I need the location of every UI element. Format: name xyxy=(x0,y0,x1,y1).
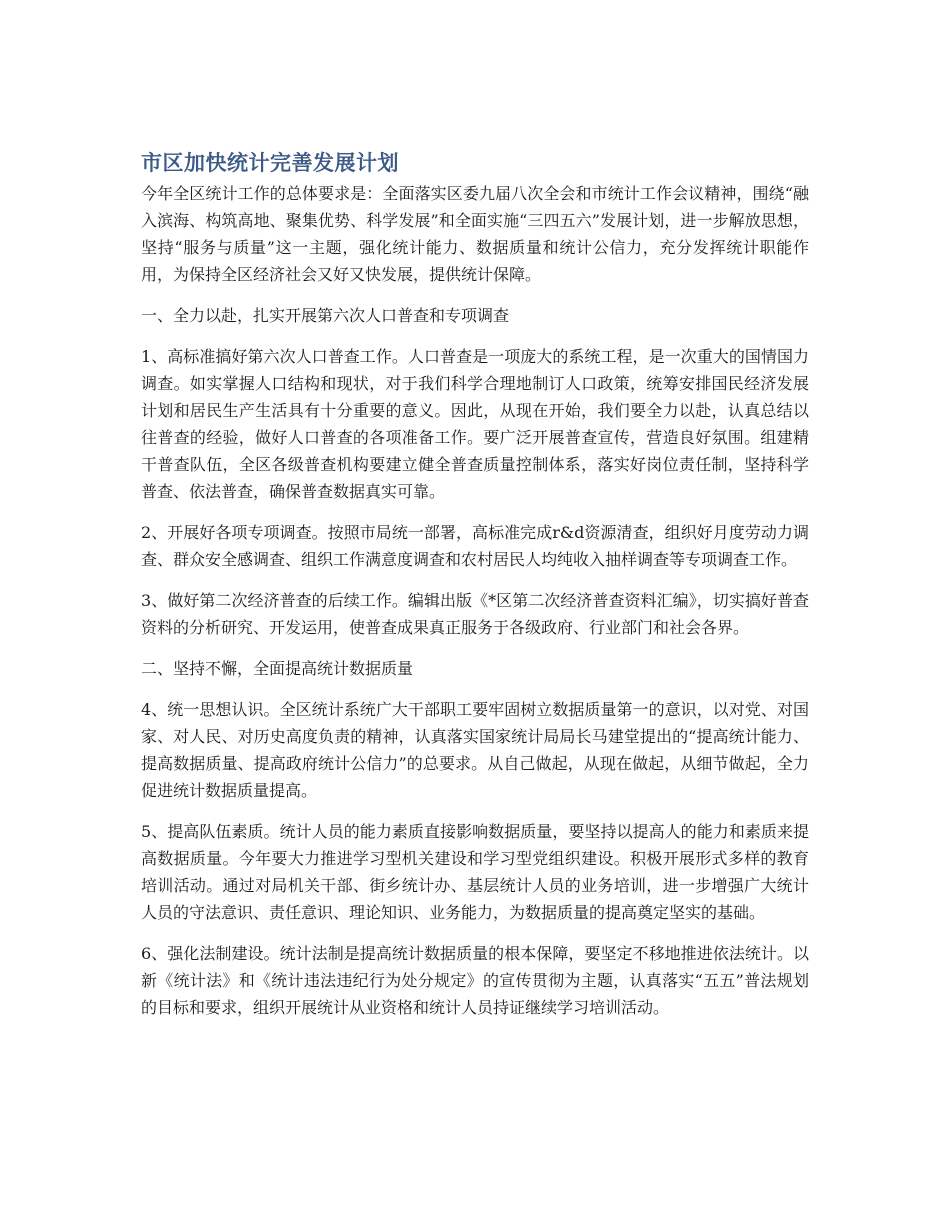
document-page xyxy=(141,148,809,1035)
intro-paragraph: 今年全区统计工作的总体要求是：全面落实区委九届八次全会和市统计工作会议精神，围绕“融入滨海、构筑高地、聚集优势、科学发展”和全面实施“三四五六”发展计划，进一步解放思想，坚持“服务与质量”这一主题，强化统计能力、数据质量和统计公信力，充分发挥统计职能作用，为保持全区经济社会又好又快发展，提供统计保障。 xyxy=(141,184,809,284)
section-heading-2: 二、坚持不懈，全面提高统计数据质量 xyxy=(141,659,414,678)
item-paragraph-3: 3、做好第二次经济普查的后续工作。编辑出版《*区第二次经济普查资料汇编》，切实搞好普查资料的分析研究、开发运用，使普查成果真正服务于各级政府、行业部门和社会各界。 xyxy=(141,591,809,637)
item-paragraph-5: 5、提高队伍素质。统计人员的能力素质直接影响数据质量，要坚持以提高人的能力和素质来提高数据质量。今年要大力推进学习型机关建设和学习型党组织建设。积极开展形式多样的教育培训活动。通过对局机关干部、街乡统计办、基层统计人员的业务培训，进一步增强广大统计人员的守法意识、责任意识、理论知识、业务能力，为数据质量的提高奠定坚实的基础。 xyxy=(141,822,809,922)
item-paragraph-2: 2、开展好各项专项调查。按照市局统一部署，高标准完成r&d资源清查，组织好月度劳动力调查、群众安全感调查、组织工作满意度调查和农村居民人均纯收入抽样调查等专项调查工作。 xyxy=(141,523,809,569)
item-paragraph-1: 1、高标准搞好第六次人口普查工作。人口普查是一项庞大的系统工程，是一次重大的国情国力调查。如实掌握人口结构和现状，对于我们科学合理地制订人口政策，统筹安排国民经济发展计划和居民生产生活具有十分重要的意义。因此，从现在开始，我们要全力以赴，认真总结以往普查的经验，做好人口普查的各项准备工作。要广泛开展普查宣传，营造良好氛围。组建精干普查队伍，全区各级普查机构要建立健全普查质量控制体系，落实好岗位责任制，坚持科学普查、依法普查，确保普查数据真实可靠。 xyxy=(141,347,809,501)
document-title: 市区加快统计完善发展计划 xyxy=(141,151,399,175)
section-heading-1: 一、全力以赴，扎实开展第六次人口普查和专项调查 xyxy=(141,306,510,325)
item-paragraph-6: 6、强化法制建设。统计法制是提高统计数据质量的根本保障，要坚定不移地推进依法统计。以新《统计法》和《统计违法违纪行为处分规定》的宣传贯彻为主题，认真落实“五五”普法规划的目标和要求，组织开展统计从业资格和统计人员持证继续学习培训活动。 xyxy=(141,944,809,1017)
item-paragraph-4: 4、统一思想认识。全区统计系统广大干部职工要牢固树立数据质量第一的意识，以对党、对国家、对人民、对历史高度负责的精神，认真落实国家统计局局长马建堂提出的“提高统计能力、提高数据质量、提高政府统计公信力”的总要求。从自己做起，从现在做起，从细节做起，全力促进统计数据质量提高。 xyxy=(141,700,809,800)
